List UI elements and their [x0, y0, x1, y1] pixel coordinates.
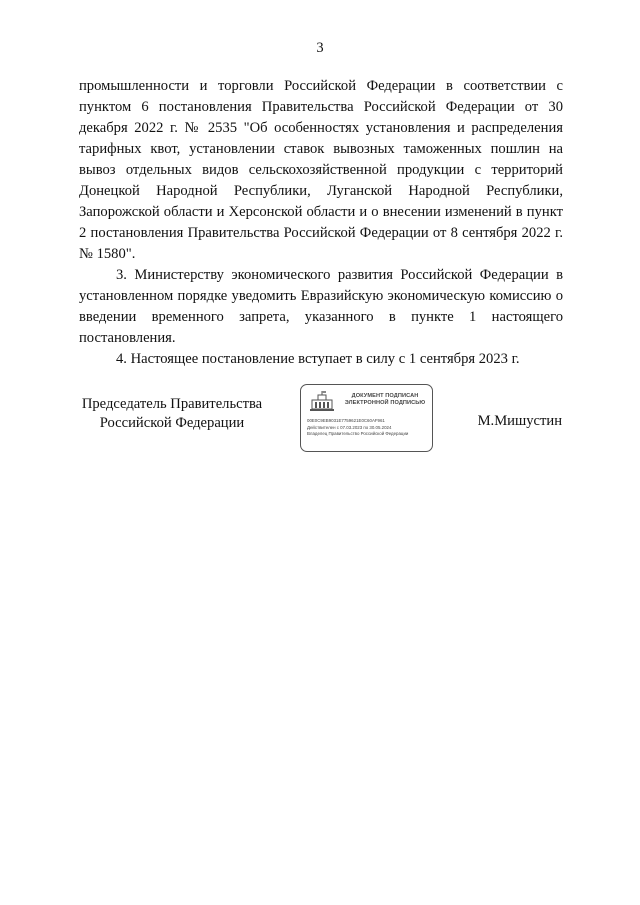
document-body — [79, 76, 563, 370]
stamp-heading-line1: ДОКУМЕНТ ПОДПИСАН — [351, 393, 419, 399]
electronic-signature-stamp — [300, 384, 433, 452]
stamp-validity: Действителен с 07.03.2023 по 30.05.2024 — [307, 425, 392, 430]
paragraph-item-4: 4. Настоящее постановление вступает в силу с 1 сентября 2023 г. — [116, 351, 520, 367]
paragraph-item-3: 3. Министерству экономического развития Российской Федерации в установленном порядке уведомить Евразийскую экономическую комиссию о введении временного запрета, указанного в пункте 1 настоящего постановления. — [79, 267, 563, 346]
stamp-heading — [341, 393, 429, 407]
paragraph-continuation: промышленности и торговли Российской Федерации в соответствии с пунктом 6 постановления Правительства Российской Федерации от 30 декабря 2022 г. № 2535 "Об особенностях установления и распределения тарифных квот, установлении ставок вывозных таможенных пошлин на вывоз отдельных видов сельскохозяйственной продукции с территорий Донецкой Народной Республики, Луганской Народной Республики, Запорожской области и Херсонской области и о внесении изменений в пункт 2 постановления Правительства Российской Федерации от 8 сентября 2022 г. № 1580". — [79, 78, 563, 262]
stamp-heading-line2: ЭЛЕКТРОННОЙ ПОДПИСЬЮ — [344, 400, 426, 406]
signer-name: М.Мишустин — [477, 413, 562, 429]
stamp-certificate-serial: 00E0C9EB9031E7759621E0C60AF961 — [307, 418, 385, 423]
signer-title — [72, 395, 272, 433]
signer-title-line2: Российской Федерации — [99, 415, 245, 431]
page-number: 3 — [316, 40, 324, 56]
government-building-icon — [309, 390, 335, 412]
signer-title-line1: Председатель Правительства — [81, 396, 263, 412]
signature-block — [0, 384, 640, 464]
stamp-owner: Владелец Правительство Российской Федерации — [307, 431, 409, 436]
